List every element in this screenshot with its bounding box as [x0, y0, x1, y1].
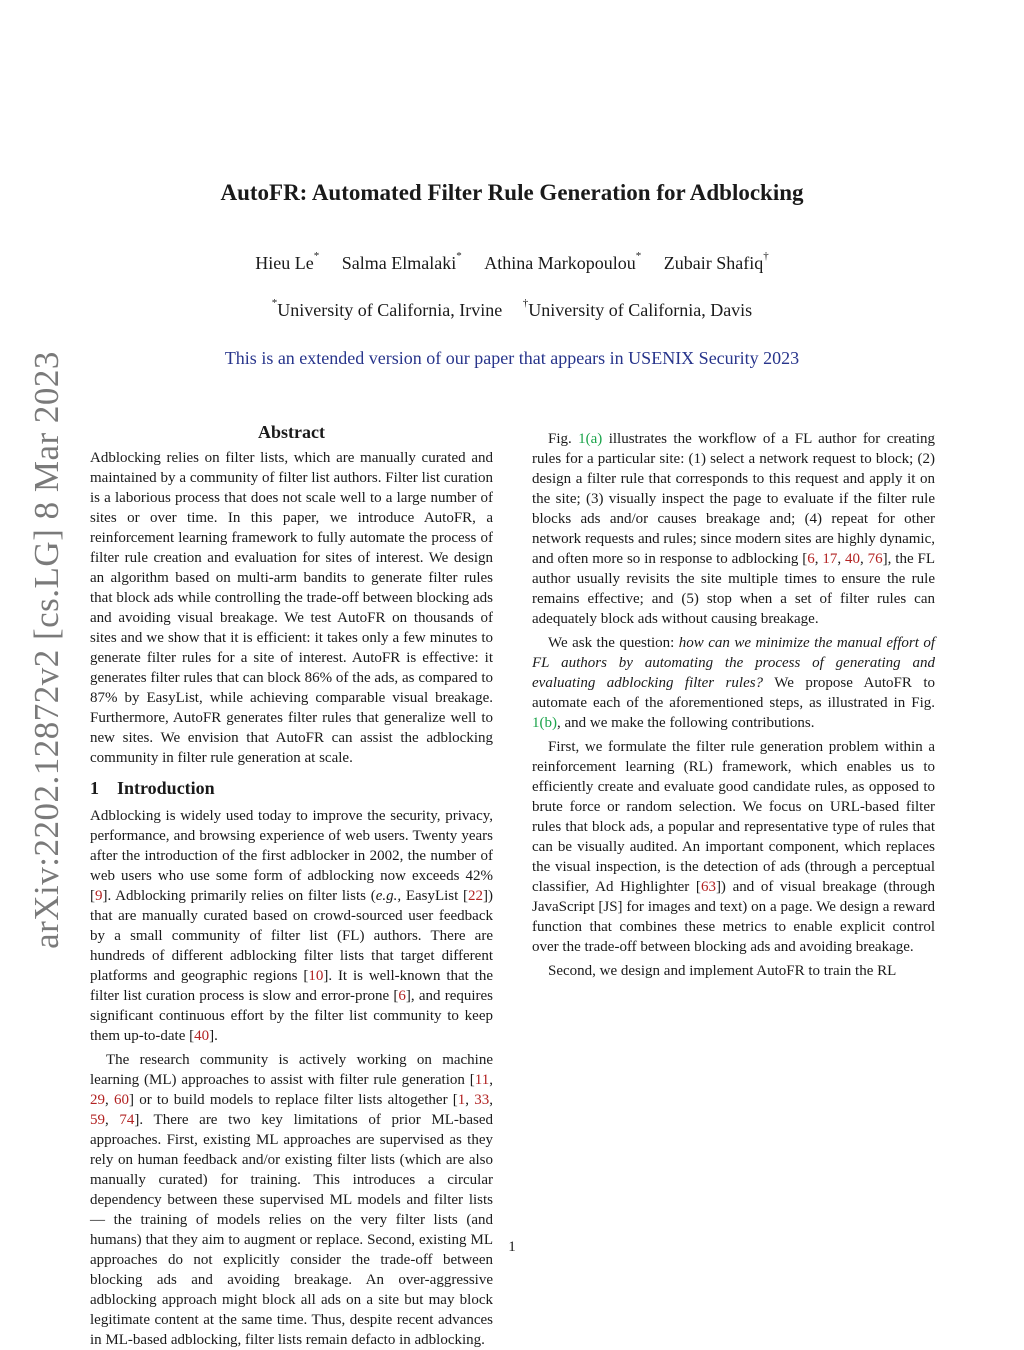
citation-link[interactable]: 6	[807, 551, 815, 567]
author: Salma Elmalaki*	[341, 250, 462, 273]
author: Zubair Shafiq†	[663, 250, 769, 273]
author: Athina Markopoulou*	[484, 250, 642, 273]
citation-link[interactable]: 76	[867, 551, 883, 567]
affiliation: *University of California, Irvine	[271, 297, 503, 320]
figure-link[interactable]: 1(b)	[532, 715, 557, 731]
figure-link[interactable]: 1(a)	[578, 431, 603, 447]
citation-link[interactable]: 74	[119, 1112, 135, 1128]
author-list	[0, 250, 1024, 274]
citation-link[interactable]: 11	[474, 1072, 490, 1088]
abstract-heading: Abstract	[258, 422, 325, 442]
extended-version-link[interactable]: This is an extended version of our paper that appears in USENIX Security 2023	[224, 348, 800, 368]
citation-link[interactable]: 17	[822, 551, 838, 567]
intro-paragraph-4: We ask the question: how can we minimize the manual effort of FL authors by automating the process of generating and evaluating adblocking filter rules? We propose AutoFR to automate each of the aforementioned steps, as illustrated in Fig. 1(b), and we make the following contributions.	[532, 635, 935, 731]
citation-link[interactable]: 40	[194, 1028, 210, 1044]
affiliation-list	[0, 297, 1024, 321]
intro-paragraph-1: Adblocking is widely used today to improve the security, privacy, performance, and browsing experience of web users. Twenty years after the introduction of the first adblocker in 2002, the number of web users who use some form of adblocking now exceeds 42% [9]. Adblocking primarily relies on filter lists (e.g., EasyList [22]) that are manually curated based on crowd-sourced user feedback by a small community of filter list (FL) authors. There are hundreds of different adblocking filter lists that target different platforms and geographic regions [10]. It is well-known that the filter list curation process is slow and error-prone [6], and requires significant continuous effort by the filter list community to keep them up-to-date [40].	[90, 808, 494, 1044]
citation-link[interactable]: 60	[113, 1092, 129, 1108]
citation-link[interactable]: 10	[308, 968, 324, 984]
citation-link[interactable]: 59	[90, 1112, 105, 1128]
section-heading-introduction: 1 Introduction	[90, 778, 215, 798]
paper-title: AutoFR: Automated Filter Rule Generation for Adblocking	[220, 180, 804, 205]
citation-link[interactable]: 9	[95, 888, 103, 904]
citation-link[interactable]: 40	[845, 551, 860, 567]
arxiv-id-text: arXiv:2202.12872v2 [cs.LG] 8 Mar 2023	[27, 351, 66, 949]
page-number: 1	[508, 1239, 516, 1255]
citation-link[interactable]: 6	[398, 988, 406, 1004]
citation-link[interactable]: 1	[457, 1092, 466, 1108]
citation-link[interactable]: 22	[468, 888, 483, 904]
citation-link[interactable]: 63	[700, 879, 716, 895]
intro-paragraph-6: Second, we design and implement AutoFR to train the RL	[548, 963, 897, 979]
intro-paragraph-2: The research community is actively working on machine learning (ML) approaches to assist with filter rule generation [11, 29, 60] or to build models to replace filter lists altogether [1, 33, 59, 74]. There are two key limitations of prior ML-based approaches. First, existing ML approaches are supervised as they rely on human feedback and/or existing filter lists (which are also manually curated) for training. This introduces a circular dependency between these supervised ML models and filter lists — the training of models relies on the very filter lists (and humans) that they aim to augment or replace. Second, existing ML approaches do not explicitly consider the trade-off between blocking ads and avoiding breakage. An over-aggressive adblocking approach might block all ads on a site but may block legitimate content at the same time. Thus, despite recent advances in ML-based adblocking, filter lists remain defacto in adblocking.	[90, 1052, 494, 1348]
intro-paragraph-5: First, we formulate the filter rule generation problem within a reinforcement learning (RL) framework, which enables us to efficiently create and evaluate good candidate rules, as opposed to brute force or random selection. We focus on URL-based filter rules that block ads, a popular and representative type of rules that can be visually audited. An important component, which replaces the visual inspection, is the detection of ads (through a perceptual classifier, Ad Highlighter [63]) and of visual breakage (through JavaScript [JS] for images and text) on a page. We design a reward function that combines these metrics to enable explicit control over the trade-off between blocking ads and avoiding breakage.	[532, 739, 935, 955]
left-column	[90, 422, 493, 1350]
affiliation: †University of California, Davis	[522, 297, 753, 320]
right-column	[532, 425, 935, 981]
abstract-text: Adblocking relies on filter lists, which are manually curated and maintained by a community of filter list authors. Filter list curation is a laborious process that does not scale well to a large number of sites or over time. In this paper, we introduce AutoFR, a reinforcement learning framework to fully automate the process of filter rule creation and evaluation for sites of interest. We design an algorithm based on multi-arm bandits to generate filter rules that block ads while controlling the trade-off between blocking ads and avoiding visual breakage. We test AutoFR on thousands of sites and we show that it is efficient: it takes only a few minutes to generate filter rules for a site of interest. AutoFR is effective: it generates filter rules that can block 86% of the ads, as compared to 87% by EasyList, while achieving comparable visual breakage. Furthermore, AutoFR generates filter rules that generalize well to new sites. We envision that AutoFR can assist the adblocking community in filter rule generation at scale.	[90, 450, 493, 766]
arxiv-identifier-stamp	[14, 340, 74, 960]
intro-paragraph-3: Fig. 1(a) illustrates the workflow of a FL author for creating rules for a particular site: (1) select a network request to block; (2) design a filter rule that corresponds to this request and apply it on the site; (3) visually inspect the page to evaluate if the filter rule blocks ads and/or causes breakage and; (4) repeat for other network requests and rules; since modern sites are highly dynamic, and often more so in response to adblocking [6, 17, 40, 76], the FL author usually revisits the site multiple times to ensure the rule remains effective; and (5) stop when a set of filter rules can adequately block ads without causing breakage.	[532, 431, 935, 627]
citation-link[interactable]: 33	[474, 1092, 490, 1108]
author: Hieu Le*	[255, 250, 320, 273]
citation-link[interactable]: 29	[90, 1092, 105, 1108]
